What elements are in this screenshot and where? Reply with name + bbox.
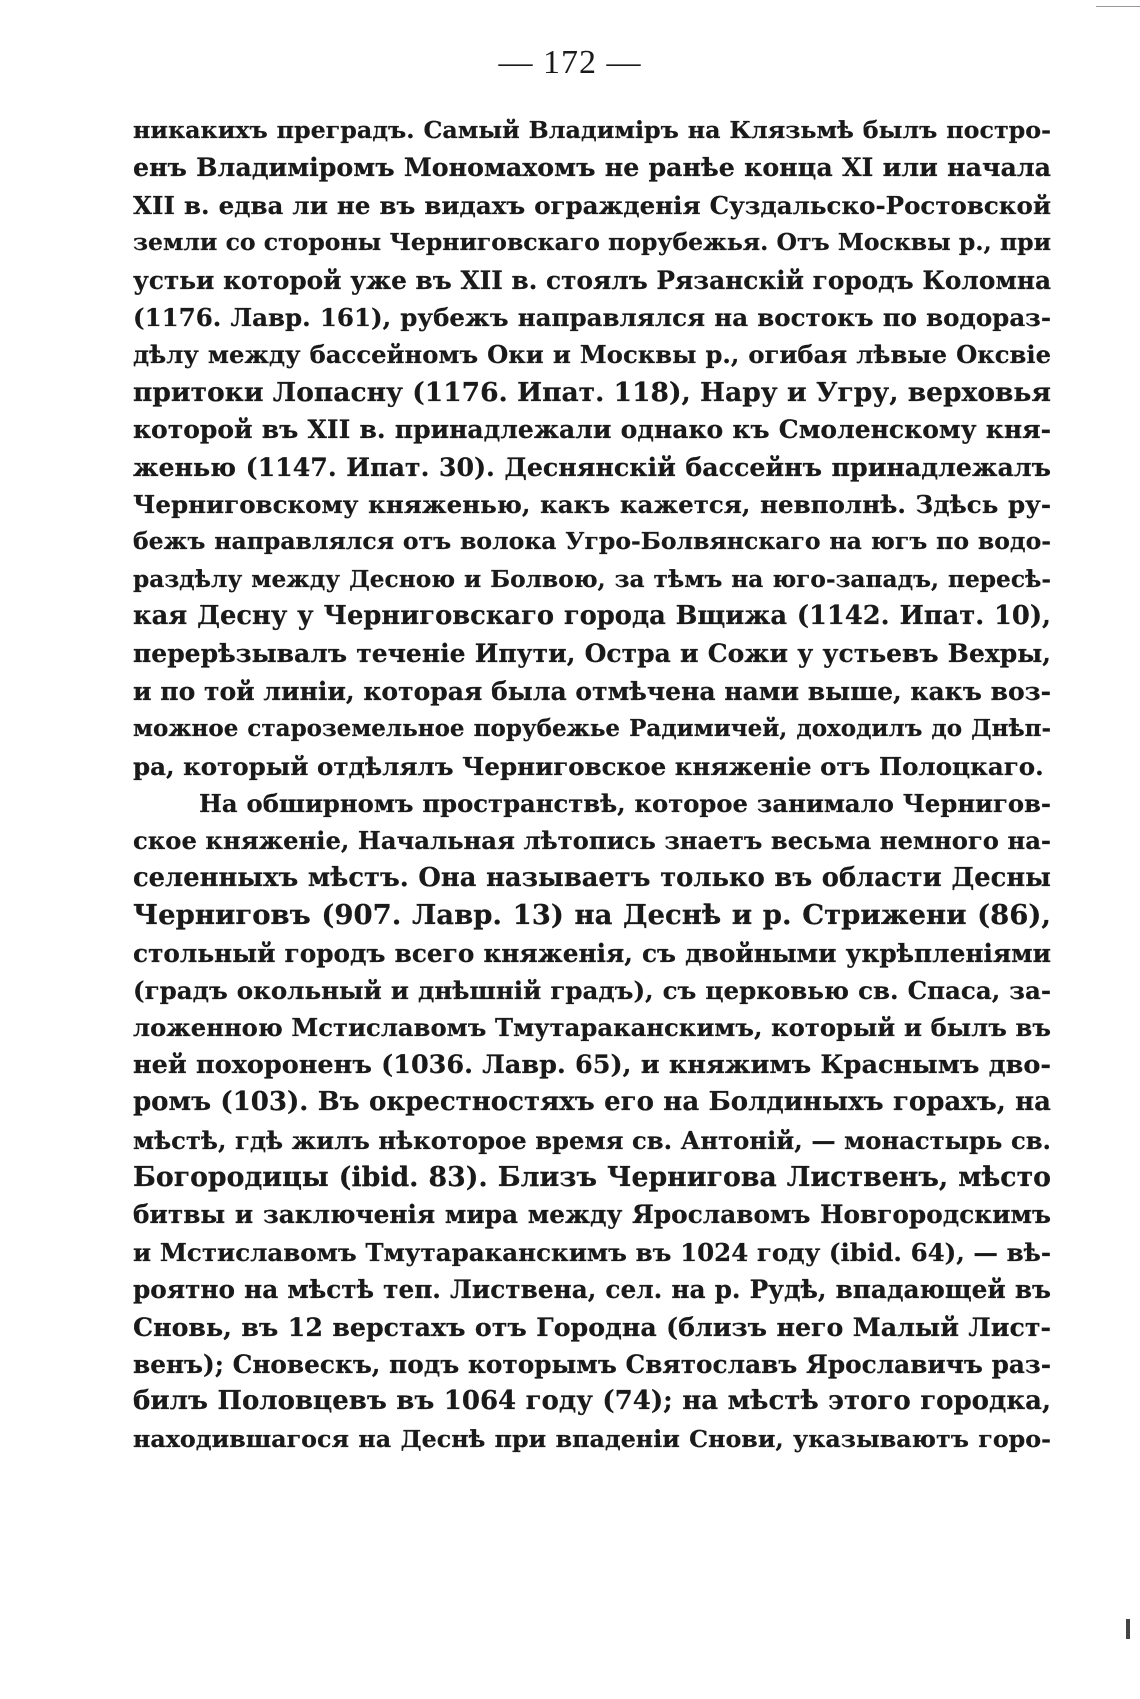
text-line: и Мстиславомъ Тмутараканскимъ въ 1024 году (ibid. 64), — вѣ- xyxy=(133,1237,1051,1267)
text-line: можное староземельное порубежье Радимичей, доходилъ до Днѣп- xyxy=(133,715,1051,743)
text-line: мѣстѣ, гдѣ жилъ нѣкоторое время св. Антоній, — монастырь св. xyxy=(133,1125,1051,1155)
page-edge-rule xyxy=(1096,6,1140,7)
text-line: Сновь, въ 12 верстахъ отъ Городна (близъ него Малый Лист- xyxy=(133,1311,1051,1342)
text-line: битвы и заключенія мира между Ярославомъ Новгородскимъ xyxy=(133,1200,1051,1230)
text-line: венъ); Сновескъ, подъ которымъ Святославъ Ярославичъ раз- xyxy=(133,1349,1051,1379)
text-line: никакихъ преградъ. Самый Владиміръ на Клязьмѣ былъ постро- xyxy=(133,116,1051,144)
text-line: находившагося на Деснѣ при впаденіи Снови, указываютъ горо- xyxy=(133,1424,1051,1453)
text-line: енъ Владиміромъ Мономахомъ не ранѣе конца XI или начала xyxy=(133,152,1051,183)
text-line: ложенною Мстиславомъ Тмутараканскимъ, который и былъ въ xyxy=(133,1013,1051,1043)
body-text xyxy=(133,112,1051,1458)
text-line: притоки Лопасну (1176. Ипат. 118), Нару и Угру, верховья xyxy=(133,376,1051,408)
text-line: бежъ направлялся отъ волока Угро-Болвянскаго на югъ по водо- xyxy=(133,527,1051,556)
text-line: селенныхъ мѣстъ. Она называетъ только въ области Десны xyxy=(133,862,1051,893)
text-line: устьи которой уже въ XII в. стоялъ Рязанскій городъ Коломна xyxy=(133,265,1051,295)
text-line: кая Десну у Черниговскаго города Вщижа (1142. Ипат. 10), xyxy=(133,601,1051,632)
text-line: женью (1147. Ипат. 30). Деснянскій бассейнъ принадлежалъ xyxy=(133,451,1051,482)
page-number: — 172 — xyxy=(498,44,642,81)
text-line: На обширномъ пространствѣ, которое занимало Чернигов- xyxy=(199,789,1051,819)
text-line: ское княженіе, Начальная лѣтопись знаетъ весьма немного на- xyxy=(133,826,1051,856)
text-line: билъ Половцевъ въ 1064 году (74); на мѣстѣ этого городка, xyxy=(133,1386,1051,1417)
text-line: дѣлу между бассейномъ Оки и Москвы р., огибая лѣвые Оксвіе xyxy=(133,340,1051,370)
text-line: ней похороненъ (1036. Лавр. 65), и княжимъ Краснымъ дво- xyxy=(133,1049,1051,1080)
text-line: Черниговскому княженью, какъ кажется, невполнѣ. Здѣсь ру- xyxy=(133,489,1051,519)
text-line: ра, который отдѣлялъ Черниговское княженіе отъ Полоцкаго. xyxy=(133,751,1044,781)
text-line: перерѣзывалъ теченіе Ипути, Остра и Сожи у устьевъ Вехры, xyxy=(133,639,1051,669)
text-line: ромъ (103). Въ окрестностяхъ его на Болдиныхъ горахъ, на xyxy=(133,1087,1051,1118)
text-line: и по той линіи, которая была отмѣчена нами выше, какъ воз- xyxy=(133,676,1051,706)
text-line: роятно на мѣстѣ теп. Листвена, сел. на р. Рудѣ, впадающей въ xyxy=(133,1275,1051,1305)
text-line: XII в. едва ли не въ видахъ огражденія Суздальско-Ростовской xyxy=(133,190,1051,220)
text-line: (1176. Лавр. 161), рубежъ направлялся на востокъ по водораз- xyxy=(133,302,1051,332)
text-line: которой въ XII в. принадлежали однако къ Смоленскому кня- xyxy=(133,415,1051,445)
text-line: (градъ окольный и днѣшній градъ), съ церковью св. Спаса, за- xyxy=(133,975,1051,1005)
text-line: земли со стороны Черниговскаго порубежья. Отъ Москвы р., при xyxy=(133,228,1051,257)
text-line: стольный городъ всего княженія, съ двойными укрѣпленіями xyxy=(133,938,1051,968)
page-edge-mark xyxy=(1126,1619,1130,1639)
text-line: раздѣлу между Десною и Болвою, за тѣмъ на юго-западъ, пересѣ- xyxy=(133,565,1051,593)
text-line: Богородицы (ibid. 83). Близъ Чернигова Лиственъ, мѣсто xyxy=(133,1161,1051,1193)
text-line: Черниговъ (907. Лавр. 13) на Деснѣ и р. Стрижени (86), xyxy=(133,899,1051,932)
